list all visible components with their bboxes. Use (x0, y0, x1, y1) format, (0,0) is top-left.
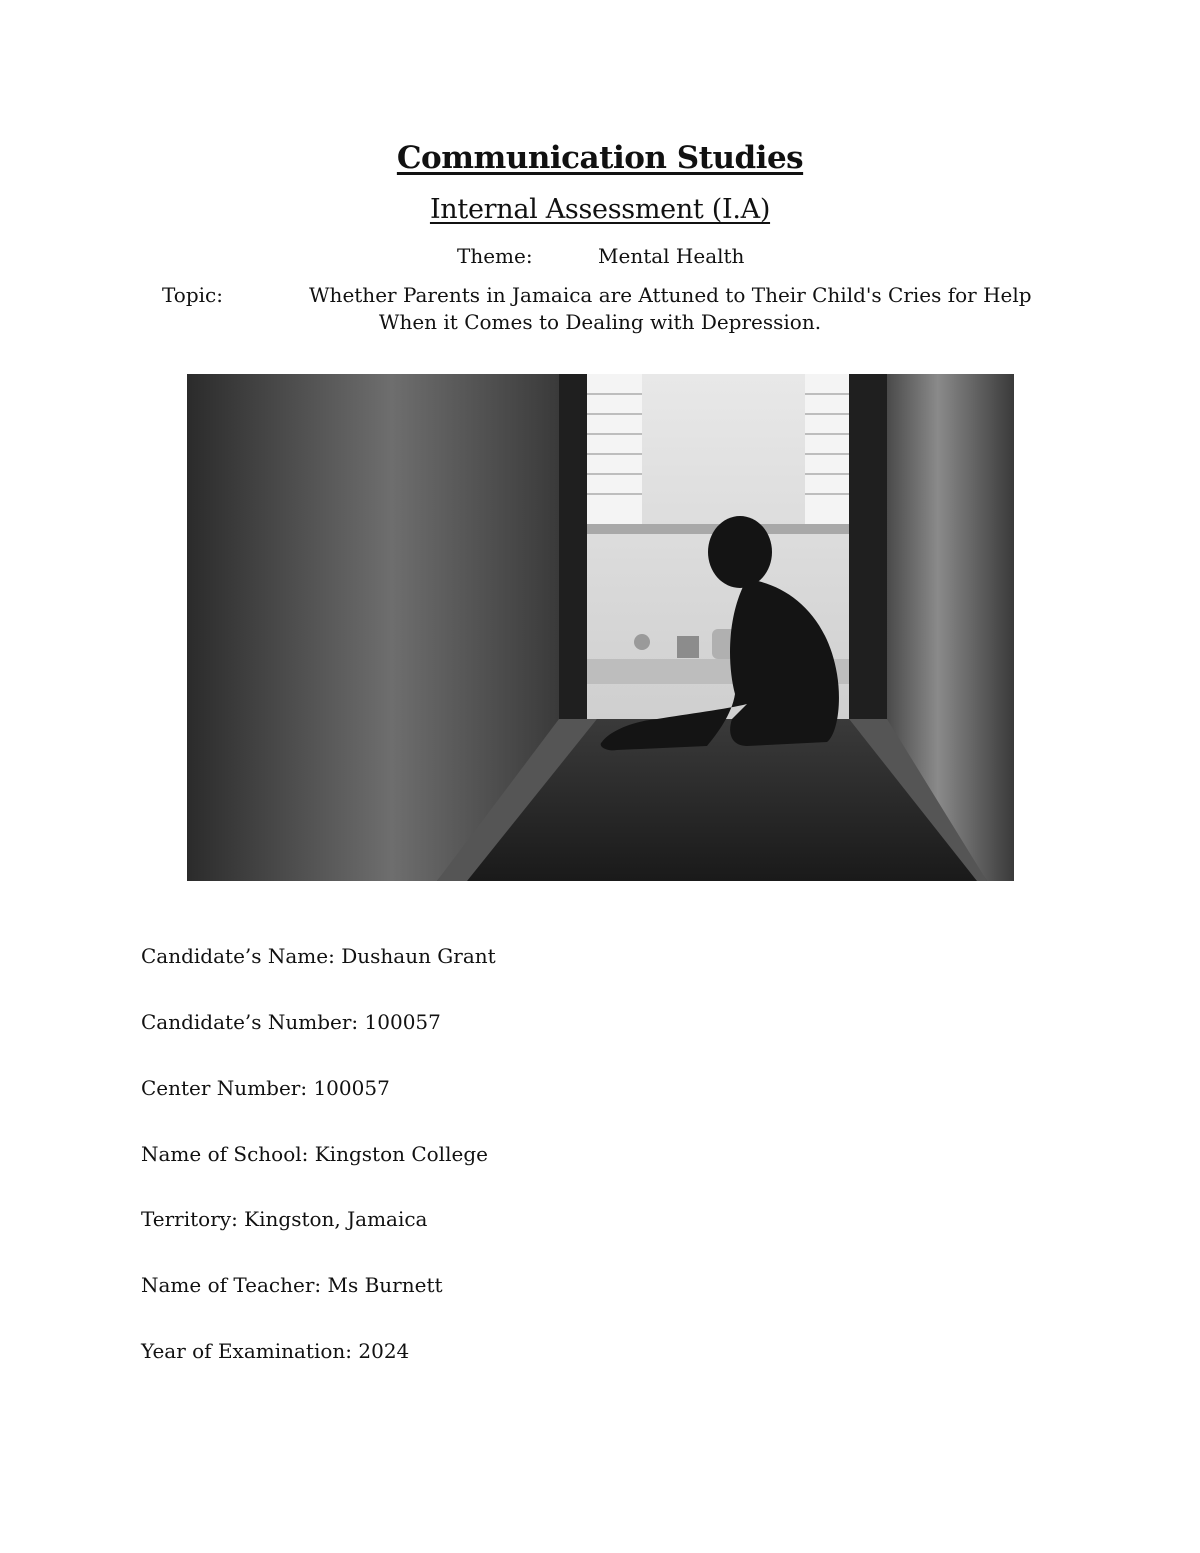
candidate-number: Candidate’s Number: 100057 (141, 1010, 441, 1034)
topic-text-line-2: When it Comes to Dealing with Depression. (378, 310, 822, 334)
theme-value: Mental Health (598, 244, 745, 268)
teacher-name: Name of Teacher: Ms Burnett (141, 1273, 443, 1297)
examination-year: Year of Examination: 2024 (141, 1339, 410, 1363)
document-subtitle: Internal Assessment (I.A) (429, 194, 771, 225)
document-title: Communication Studies (396, 140, 804, 176)
center-number: Center Number: 100057 (141, 1076, 390, 1100)
cover-photo (187, 374, 1014, 881)
topic-label: Topic: (162, 283, 223, 307)
candidate-name: Candidate’s Name: Dushaun Grant (141, 944, 496, 968)
topic-text-line-1: Whether Parents in Jamaica are Attuned to Their Child's Cries for Help (309, 283, 1032, 307)
theme-label: Theme: (457, 244, 533, 268)
school-name: Name of School: Kingston College (141, 1142, 488, 1166)
territory: Territory: Kingston, Jamaica (141, 1207, 428, 1231)
